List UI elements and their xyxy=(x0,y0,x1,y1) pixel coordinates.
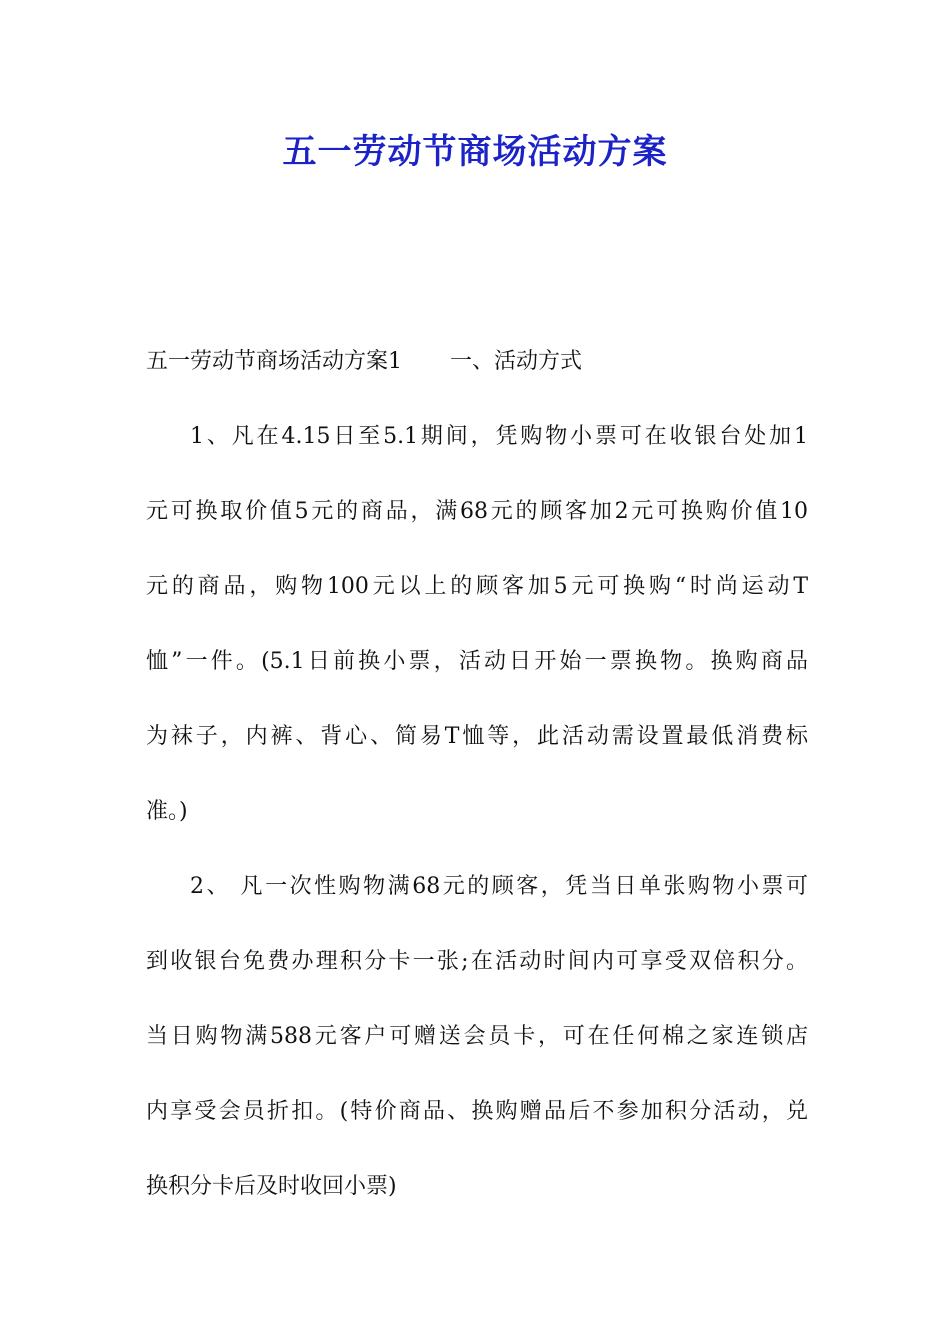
document-title: 五一劳动节商场活动方案 xyxy=(282,132,668,172)
paragraph-line: 1、凡在4.15日至5.1期间，凭购物小票可在收银台处加1 xyxy=(190,424,808,449)
paragraph-line: 2、 凡一次性购物满68元的顾客，凭当日单张购物小票可 xyxy=(190,874,808,899)
paragraph-line: 当日购物满588元客户可赠送会员卡，可在任何棉之家连锁店 xyxy=(146,1024,808,1049)
paragraph-line: 恤”一件。(5.1日前换小票，活动日开始一票换物。换购商品 xyxy=(146,649,808,674)
section-heading-line xyxy=(146,338,808,386)
heading-section: 一、活动方式 xyxy=(450,349,583,374)
paragraph-line: 为袜子，内裤、背心、简易T恤等，此活动需设置最低消费标 xyxy=(146,724,808,749)
paragraph-line: 元的商品，购物100元以上的顾客加5元可换购“时尚运动T xyxy=(146,574,808,599)
heading-prefix: 五一劳动节商场活动方案1 xyxy=(146,349,402,374)
paragraph-line: 换积分卡后及时收回小票) xyxy=(146,1174,397,1199)
document-body xyxy=(146,338,808,1238)
paragraph-line: 到收银台免费办理积分卡一张;在活动时间内可享受双倍积分。 xyxy=(146,949,808,974)
paragraph-line: 内享受会员折扣。(特价商品、换购赠品后不参加积分活动，兑 xyxy=(146,1099,808,1124)
paragraph-line: 准。) xyxy=(146,799,188,824)
paragraph-line: 元可换取价值5元的商品，满68元的顾客加2元可换购价值10 xyxy=(146,499,808,524)
